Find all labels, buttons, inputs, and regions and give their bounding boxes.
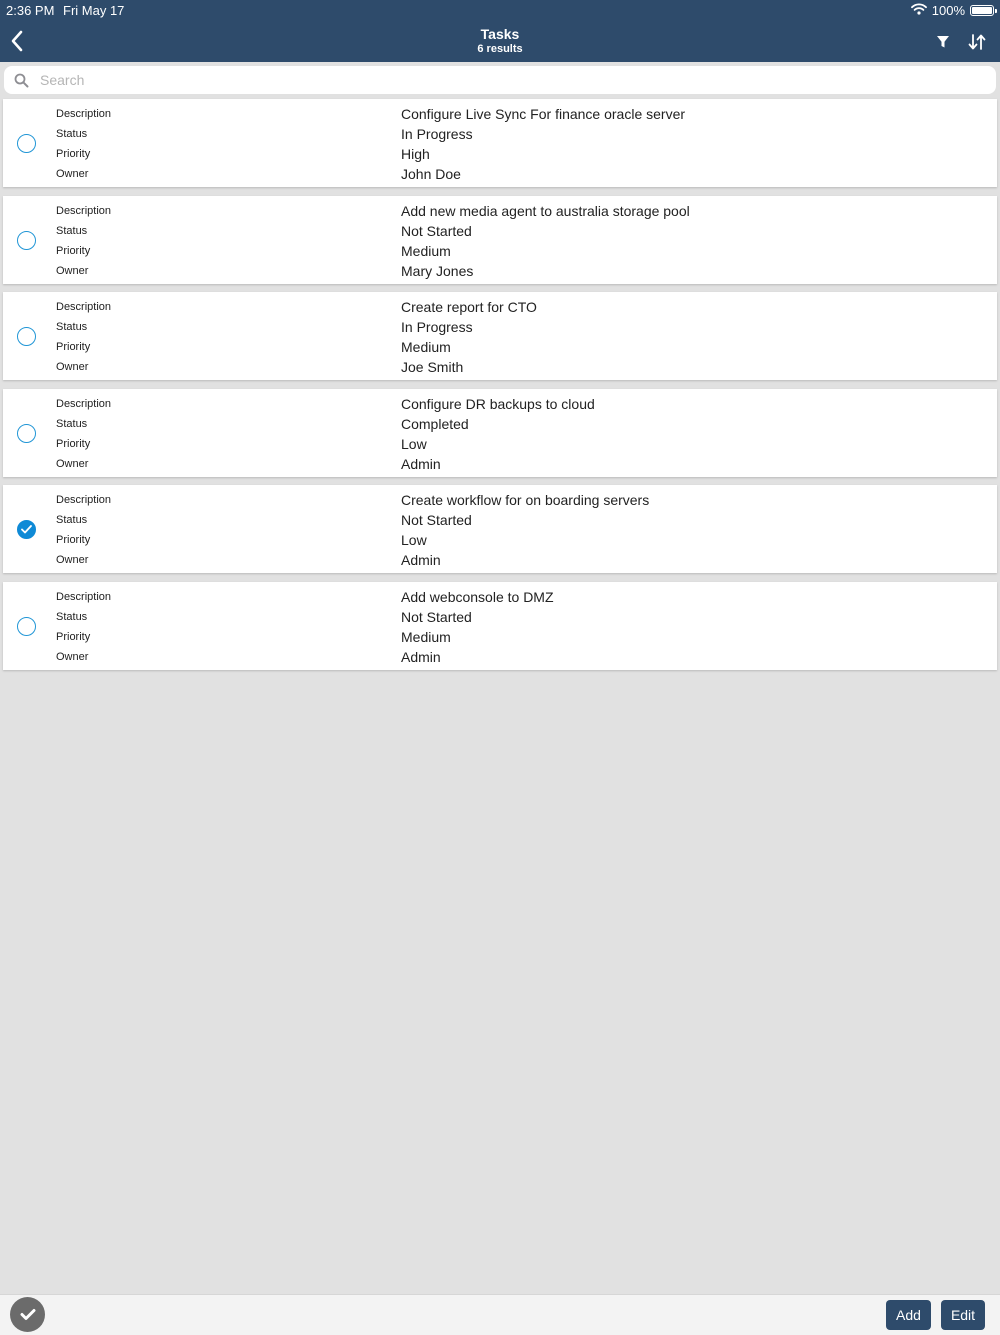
filter-button[interactable] (931, 30, 955, 54)
priority-value: Low (401, 435, 427, 452)
field-labels (56, 590, 111, 670)
status-time: 2:36 PM (6, 3, 55, 18)
owner-value: Admin (401, 552, 441, 569)
field-values (401, 395, 595, 475)
owner-value: Admin (401, 648, 441, 665)
field-values (401, 298, 537, 378)
description-value: Add new media agent to australia storage pool (401, 202, 690, 219)
owner-value: Admin (401, 455, 441, 472)
search-icon (14, 72, 30, 88)
status-value: Completed (401, 415, 469, 432)
select-radio[interactable] (17, 134, 36, 153)
description-value: Configure DR backups to cloud (401, 395, 595, 412)
status-label: Status (56, 514, 88, 527)
field-labels (56, 493, 111, 573)
description-label: Description (56, 397, 112, 410)
status-date: Fri May 17 (63, 3, 125, 18)
wifi-icon (911, 3, 927, 18)
add-button[interactable]: Add (886, 1300, 931, 1330)
filter-icon (936, 35, 950, 49)
status-label: Status (56, 610, 88, 623)
status-label: Status (56, 417, 88, 430)
status-value: Not Started (401, 608, 472, 625)
priority-value: Medium (401, 628, 451, 645)
owner-label: Owner (56, 650, 89, 663)
owner-value: Joe Smith (401, 359, 464, 376)
status-label: Status (56, 128, 88, 140)
status-value: Not Started (401, 222, 472, 239)
owner-value: Mary Jones (401, 262, 474, 279)
owner-label: Owner (56, 168, 89, 180)
field-values (401, 105, 685, 185)
edit-button[interactable]: Edit (941, 1300, 985, 1330)
sort-icon (968, 33, 986, 51)
select-radio[interactable] (17, 424, 36, 443)
title-block (0, 26, 1000, 56)
owner-label: Owner (56, 457, 89, 470)
priority-label: Priority (56, 437, 91, 450)
nav-header (0, 0, 1000, 62)
description-value: Add webconsole to DMZ (401, 588, 554, 605)
priority-value: High (401, 146, 430, 162)
field-labels (56, 204, 111, 284)
description-label: Description (56, 301, 112, 314)
status-label: Status (56, 321, 88, 334)
status-value: In Progress (401, 319, 473, 336)
owner-label: Owner (56, 554, 89, 567)
page-title: Tasks (480, 26, 520, 42)
priority-label: Priority (56, 630, 91, 643)
task-list (3, 99, 997, 679)
description-value: Create report for CTO (401, 299, 537, 316)
priority-value: Medium (401, 242, 451, 259)
results-count: 6 results (477, 43, 523, 55)
checkmark-icon (21, 525, 32, 534)
field-labels (56, 107, 111, 187)
field-labels (56, 300, 111, 380)
task-row[interactable] (3, 99, 997, 187)
task-row[interactable] (3, 292, 997, 380)
owner-label: Owner (56, 361, 89, 374)
description-label: Description (56, 204, 112, 217)
battery-icon (970, 5, 994, 16)
select-radio[interactable] (17, 231, 36, 250)
select-radio[interactable] (17, 327, 36, 346)
task-row[interactable] (3, 485, 997, 573)
field-labels (56, 397, 111, 477)
priority-label: Priority (56, 341, 91, 354)
bottom-toolbar (0, 1294, 1000, 1335)
description-label: Description (56, 108, 112, 120)
task-row[interactable] (3, 196, 997, 284)
priority-label: Priority (56, 244, 91, 257)
checkmark-icon (20, 1308, 36, 1321)
description-label: Description (56, 494, 112, 507)
select-radio[interactable] (17, 520, 36, 539)
description-value: Create workflow for on boarding servers (401, 492, 650, 509)
owner-value: John Doe (401, 166, 461, 182)
field-values (401, 202, 690, 282)
search-input[interactable] (38, 71, 996, 89)
status-indicators (911, 3, 994, 18)
field-values (401, 491, 649, 571)
search-bar (4, 66, 996, 94)
priority-label: Priority (56, 148, 91, 160)
status-value: In Progress (401, 126, 473, 142)
battery-percent: 100% (931, 3, 965, 18)
select-radio[interactable] (17, 617, 36, 636)
sort-button[interactable] (965, 30, 989, 54)
status-value: Not Started (401, 512, 472, 529)
field-values (401, 588, 554, 668)
task-row[interactable] (3, 389, 997, 477)
priority-value: Medium (401, 339, 451, 356)
select-mode-button[interactable] (10, 1297, 45, 1332)
priority-value: Low (401, 532, 427, 549)
description-value: Configure Live Sync For finance oracle server (401, 106, 686, 122)
priority-label: Priority (56, 534, 91, 547)
task-row[interactable] (3, 582, 997, 670)
status-label: Status (56, 224, 88, 237)
owner-label: Owner (56, 264, 89, 277)
description-label: Description (56, 590, 112, 603)
